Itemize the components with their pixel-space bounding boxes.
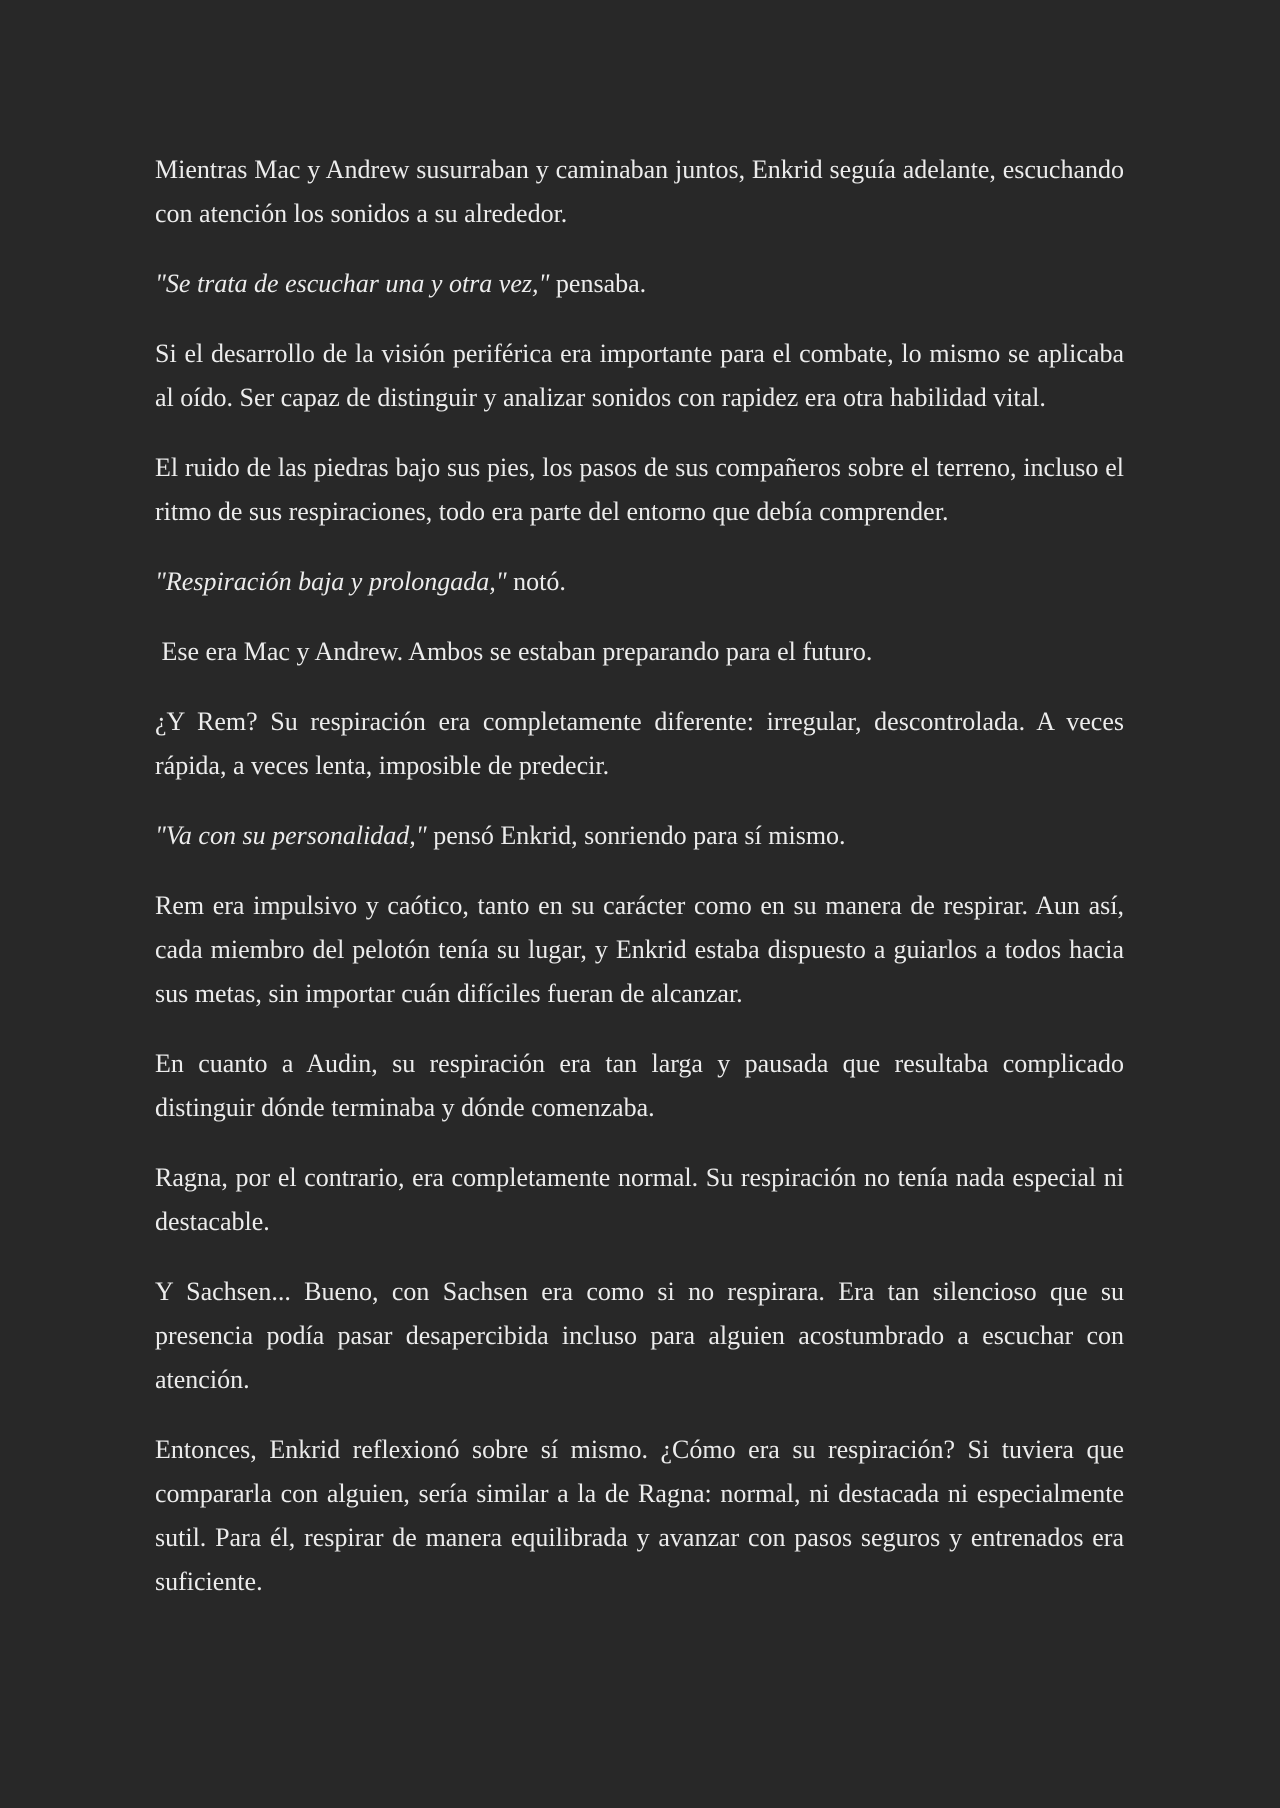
- paragraph-text: En cuanto a Audin, su respiración era tan larga y pausada que resultaba complicado distinguir dónde terminaba y dónde comenzaba.: [155, 1049, 1124, 1122]
- paragraph-text: Y Sachsen... Bueno, con Sachsen era como si no respirara. Era tan silencioso que su presencia podía pasar desapercibida incluso para alguien acostumbrado a escuchar con atención.: [155, 1277, 1124, 1394]
- paragraph-text: Si el desarrollo de la visión periférica era importante para el combate, lo mismo se aplicaba al oído. Ser capaz de distinguir y analizar sonidos con rapidez era otra habilidad vital.: [155, 339, 1124, 412]
- paragraph-7: [155, 700, 1124, 788]
- paragraph-text: Rem era impulsivo y caótico, tanto en su carácter como en su manera de respirar. Aun así, cada miembro del pelotón tenía su lugar, y Enkrid estaba dispuesto a guiarlos a todos hacia sus metas, sin importar cuán difíciles fueran de alcanzar.: [155, 891, 1124, 1008]
- paragraph-1: [155, 148, 1124, 236]
- paragraph-3: [155, 332, 1124, 420]
- paragraph-text: ¿Y Rem? Su respiración era completamente diferente: irregular, descontrolada. A veces rápida, a veces lenta, imposible de predecir.: [155, 707, 1124, 780]
- paragraph-8: [155, 814, 1124, 858]
- paragraph-text: Ragna, por el contrario, era completamente normal. Su respiración no tenía nada especial ni destacable.: [155, 1163, 1124, 1236]
- paragraph-text: pensó Enkrid, sonriendo para sí mismo.: [426, 821, 846, 850]
- paragraph-2: [155, 262, 1124, 306]
- paragraph-12: [155, 1270, 1124, 1402]
- paragraph-thought: "Se trata de escuchar una y otra vez,": [155, 269, 550, 298]
- paragraph-text: Mientras Mac y Andrew susurraban y caminaban juntos, Enkrid seguía adelante, escuchando con atención los sonidos a su alrededor.: [155, 155, 1124, 228]
- paragraph-text: Entonces, Enkrid reflexionó sobre sí mismo. ¿Cómo era su respiración? Si tuviera que compararla con alguien, sería similar a la de Ragna: normal, ni destacada ni especialmente sutil. Para él, respirar de manera equilibrada y avanzar con pasos seguros y entrenados era suficiente.: [155, 1435, 1124, 1596]
- paragraph-5: [155, 560, 1124, 604]
- paragraph-6: [155, 630, 1124, 674]
- paragraph-text: pensaba.: [549, 269, 647, 298]
- paragraph-text: El ruido de las piedras bajo sus pies, los pasos de sus compañeros sobre el terreno, incluso el ritmo de sus respiraciones, todo era parte del entorno que debía comprender.: [155, 453, 1124, 526]
- reader-content: [155, 148, 1124, 1630]
- paragraph-13: [155, 1428, 1124, 1604]
- paragraph-11: [155, 1156, 1124, 1244]
- paragraph-text: Ese era Mac y Andrew. Ambos se estaban preparando para el futuro.: [155, 637, 873, 666]
- paragraph-thought: "Respiración baja y prolongada,": [155, 567, 507, 596]
- paragraph-thought: "Va con su personalidad,": [155, 821, 427, 850]
- paragraph-text: notó.: [506, 567, 566, 596]
- paragraph-9: [155, 884, 1124, 1016]
- paragraph-10: [155, 1042, 1124, 1130]
- paragraph-4: [155, 446, 1124, 534]
